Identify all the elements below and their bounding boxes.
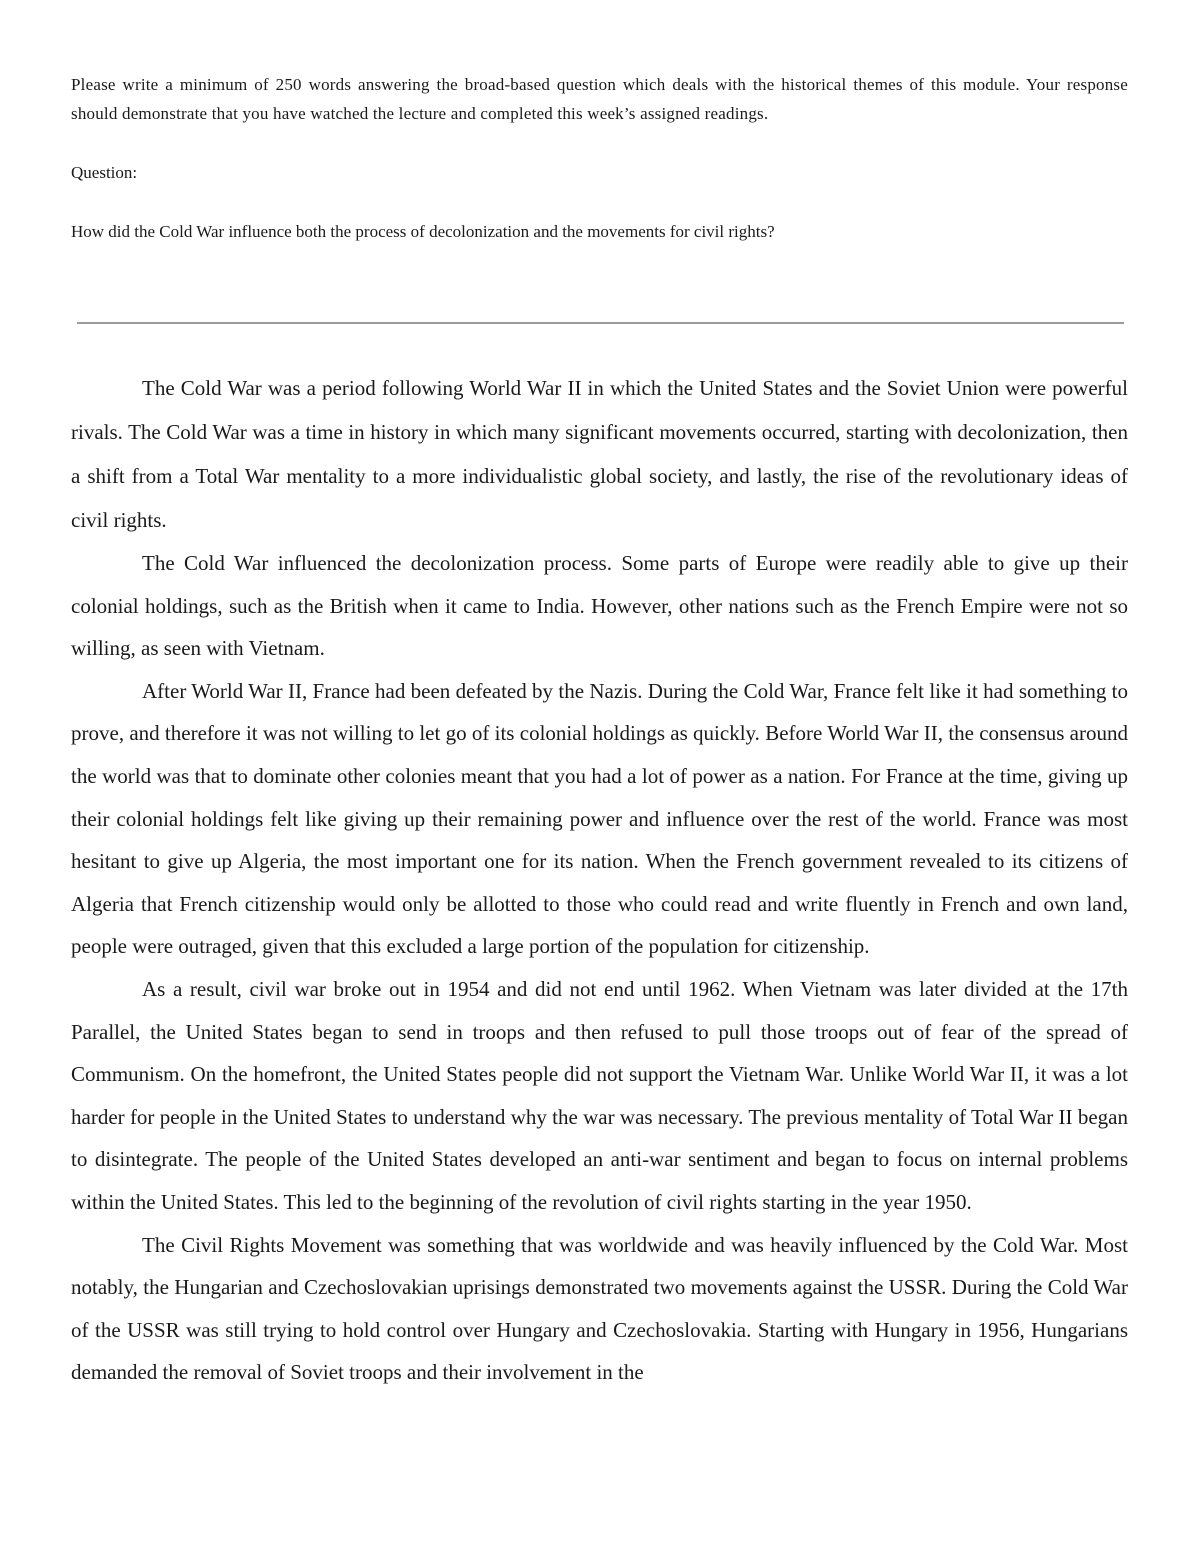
essay-body: [71, 366, 1128, 1394]
document-page: [71, 70, 1128, 1385]
question-label: Question:: [71, 163, 138, 182]
essay-paragraph-2: The Cold War influenced the decolonization process. Some parts of Europe were readily able to give up their colonial holdings, such as the British when it came to India. However, other nations such as the French Empire were not so willing, as seen with Vietnam.: [71, 551, 1128, 661]
essay-paragraph-5: The Civil Rights Movement was something that was worldwide and was heavily influenced by the Cold War. Most notably, the Hungarian and Czechoslovakian uprisings demonstrated two movements against the USSR. During the Cold War of the USSR was still trying to hold control over Hungary and Czechoslovakia. Starting with Hungary in 1956, Hungarians demanded the removal of Soviet troops and their involvement in the: [71, 1232, 1128, 1385]
horizontal-divider: [77, 322, 1124, 324]
essay-paragraph-4: As a result, civil war broke out in 1954 and did not end until 1962. When Vietnam was later divided at the 17th Parallel, the United States began to send in troops and then refused to pull those troops out of fear of the spread of Communism. On the homefront, the United States people did not support the Vietnam War. Unlike World War II, it was a lot harder for people in the United States to understand why the war was necessary. The previous mentality of Total War II began to disintegrate. The people of the United States developed an anti-war sentiment and began to focus on internal problems within the United States. This led to the beginning of the revolution of civil rights starting in the year 1950.: [71, 976, 1128, 1214]
assignment-instructions: Please write a minimum of 250 words answering the broad-based question which deals with the historical themes of this module. Your response should demonstrate that you have watched the lecture and completed this week’s assigned readings.: [71, 75, 1128, 123]
question-text: How did the Cold War influence both the process of decolonization and the movements for civil rights?: [71, 222, 775, 241]
essay-paragraph-3: After World War II, France had been defeated by the Nazis. During the Cold War, France felt like it had something to prove, and therefore it was not willing to let go of its colonial holdings as quickly. Before World War II, the consensus around the world was that to dominate other colonies meant that you had a lot of power as a nation. For France at the time, giving up their colonial holdings felt like giving up their remaining power and influence over the rest of the world. France was most hesitant to give up Algeria, the most important one for its nation. When the French government revealed to its citizens of Algeria that French citizenship would only be allotted to those who could read and write fluently in French and own land, people were outraged, given that this excluded a large portion of the population for citizenship.: [71, 678, 1128, 959]
essay-paragraph-1: The Cold War was a period following World War II in which the United States and the Soviet Union were powerful rivals. The Cold War was a time in history in which many significant movements occurred, starting with decolonization, then a shift from a Total War mentality to a more individualistic global society, and lastly, the rise of the revolutionary ideas of civil rights.: [71, 376, 1128, 532]
